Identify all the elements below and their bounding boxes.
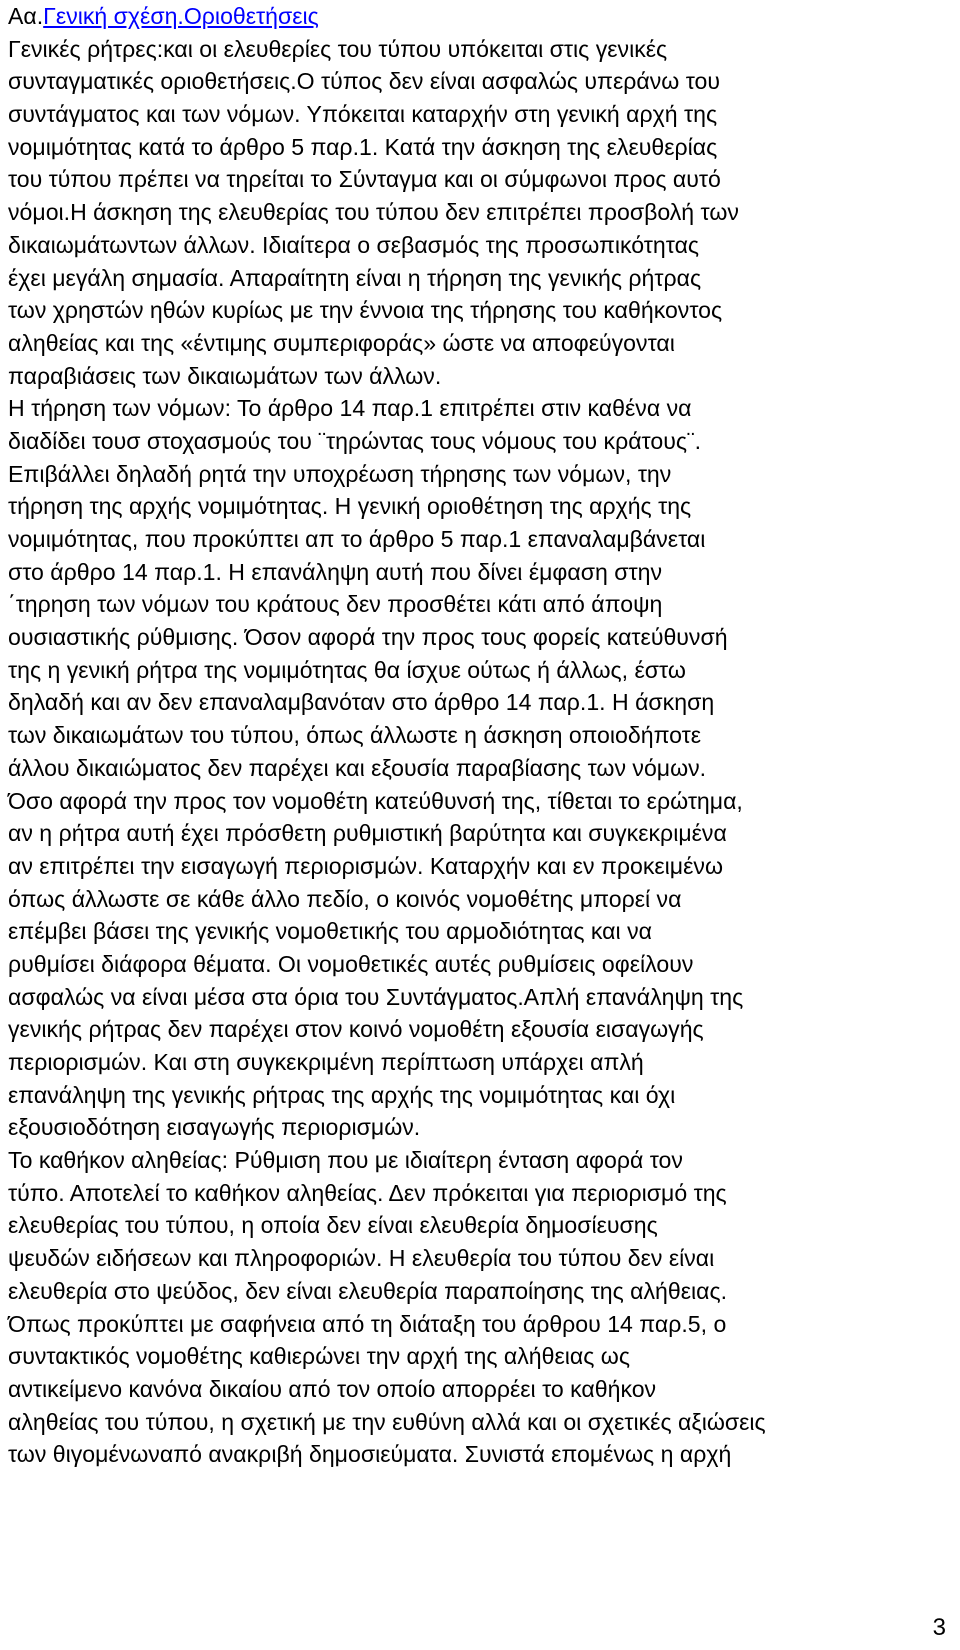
text-line: τύπο. Αποτελεί το καθήκον αληθείας. Δεν πρόκειται για περιορισμό της xyxy=(8,1179,727,1206)
text-line: ασφαλώς να είναι μέσα στα όρια του Συντάγματος.Απλή επανάληψη της xyxy=(8,983,744,1010)
text-line: αληθείας και της «έντιμης συμπεριφοράς» ώστε να αποφεύγονται xyxy=(8,329,675,356)
page-number: 3 xyxy=(932,1614,946,1641)
text-line: όπως άλλωστε σε κάθε άλλο πεδίο, ο κοινός νομοθέτης μπορεί να xyxy=(8,885,682,912)
text-line: συντακτικός νομοθέτης καθιερώνει την αρχή της αλήθειας ως xyxy=(8,1343,630,1370)
text-line: δικαιωμάτωντων άλλων. Ιδιαίτερα ο σεβασμός της προσωπικότητας xyxy=(8,231,700,258)
heading-prefix: Αα. xyxy=(8,3,44,29)
text-line: αντικείμενο κανόνα δικαίου από τον οποίο απορρέει το καθήκον xyxy=(8,1375,657,1402)
text-line: Γενικές ρήτρες:και οι ελευθερίες του τύπου υπόκειται στις γενικές xyxy=(8,35,668,62)
text-line: ουσιαστικής ρύθμισης. Όσον αφορά την προς τους φορείς κατεύθυνσή xyxy=(8,624,728,651)
text-line: αν επιτρέπει την εισαγωγή περιορισμών. Καταρχήν και εν προκειμένω xyxy=(8,852,723,879)
text-line: ΄τηρηση των νόμων του κράτους δεν προσθέτει κάτι από άποψη xyxy=(8,591,663,618)
text-line: επέμβει βάσει της γενικής νομοθετικής του αρμοδιότητας και να xyxy=(8,918,652,945)
text-line: νόμοι.Η άσκηση της ελευθερίας του τύπου δεν επιτρέπει προσβολή των xyxy=(8,199,739,226)
text-line: αν η ρήτρα αυτή έχει πρόσθετη ρυθμιστική βαρύτητα και συγκεκριμένα xyxy=(8,820,727,847)
text-line: του τύπου πρέπει να τηρείται το Σύνταγμα και οι σύμφωνοι προς αυτό xyxy=(8,166,721,193)
text-line: επανάληψη της γενικής ρήτρας της αρχής της νομιμότητας και όχι xyxy=(8,1081,676,1108)
text-line: νομιμότητας κατά το άρθρο 5 παρ.1. Κατά την άσκηση της ελευθερίας xyxy=(8,133,718,160)
text-line: συντάγματος και των νόμων. Υπόκειται καταρχήν στη γενική αρχή της xyxy=(8,101,718,128)
text-line: των δικαιωμάτων του τύπου, όπως άλλωστε η άσκηση οποιοδήποτε xyxy=(8,722,702,749)
heading-line xyxy=(8,0,954,33)
text-line: της η γενική ρήτρα της νομιμότητας θα ίσχυε ούτως ή άλλως, έστω xyxy=(8,656,686,683)
text-line: των θιγομένωναπό ανακριβή δημοσιεύματα. Συνιστά επομένως η αρχή xyxy=(8,1441,732,1468)
document-body xyxy=(8,0,958,1471)
text-line: νομιμότητας, που προκύπτει απ το άρθρο 5 παρ.1 επαναλαμβάνεται xyxy=(8,526,706,552)
text-line: στο άρθρο 14 παρ.1. Η επανάληψη αυτή που δίνει έμφαση στην xyxy=(8,558,663,585)
text-line: διαδίδει τουσ στοχασμούς του ¨τηρώντας τους νόμους του κράτους¨. xyxy=(8,427,702,454)
text-line: Επιβάλλει δηλαδή ρητά την υποχρέωση τήρησης των νόμων, την xyxy=(8,460,672,487)
heading-link[interactable]: Γενική σχέση.Οριοθετήσεις xyxy=(43,3,319,29)
text-line: ψευδών ειδήσεων και πληροφοριών. Η ελευθερία του τύπου δεν είναι xyxy=(8,1245,715,1272)
text-line: Όπως προκύπτει με σαφήνεια από τη διάταξη του άρθρου 14 παρ.5, ο xyxy=(8,1310,727,1337)
text-line: συνταγματικές οριοθετήσεις.Ο τύπος δεν είναι ασφαλώς υπεράνω του xyxy=(8,68,721,95)
text-line: Το καθήκον αληθείας: Ρύθμιση που με ιδιαίτερη ένταση αφορά τον xyxy=(8,1147,683,1174)
text-line: άλλου δικαιώματος δεν παρέχει και εξουσία παραβίασης των νόμων. xyxy=(8,754,707,781)
text-line: έχει μεγάλη σημασία. Απαραίτητη είναι η τήρηση της γενικής ρήτρας xyxy=(8,264,702,291)
text-line: ρυθμίσει διάφορα θέματα. Οι νομοθετικές αυτές ρυθμίσεις οφείλουν xyxy=(8,950,694,977)
text-line: τήρηση της αρχής νομιμότητας. Η γενική οριοθέτηση της αρχής της xyxy=(8,493,692,520)
text-line: αληθείας του τύπου, η σχετική με την ευθύνη αλλά και οι σχετικές αξιώσεις xyxy=(8,1408,766,1435)
text-line: παραβιάσεις των δικαιωμάτων των άλλων. xyxy=(8,362,442,389)
text-line: γενικής ρήτρας δεν παρέχει στον κοινό νομοθέτη εξουσία εισαγωγής xyxy=(8,1016,704,1043)
text-line: περιορισμών. Και στη συγκεκριμένη περίπτωση υπάρχει απλή xyxy=(8,1049,644,1075)
text-line: εξουσιοδότηση εισαγωγής περιορισμών. xyxy=(8,1114,421,1141)
text-line: δηλαδή και αν δεν επαναλαμβανόταν στο άρθρο 14 παρ.1. Η άσκηση xyxy=(8,689,715,716)
text-line: Όσο αφορά την προς τον νομοθέτη κατεύθυνσή της, τίθεται το ερώτημα, xyxy=(8,787,743,814)
text-line: ελευθερίας του τύπου, η οποία δεν είναι ελευθερία δημοσίευσης xyxy=(8,1212,658,1239)
text-line: Η τήρηση των νόμων: Το άρθρο 14 παρ.1 επιτρέπει στιν καθένα να xyxy=(8,395,692,422)
text-line: των χρηστών ηθών κυρίως με την έννοια της τήρησης του καθήκοντος xyxy=(8,297,723,324)
text-line: ελευθερία στο ψεύδος, δεν είναι ελευθερία παραποίησης της αλήθειας. xyxy=(8,1277,728,1304)
